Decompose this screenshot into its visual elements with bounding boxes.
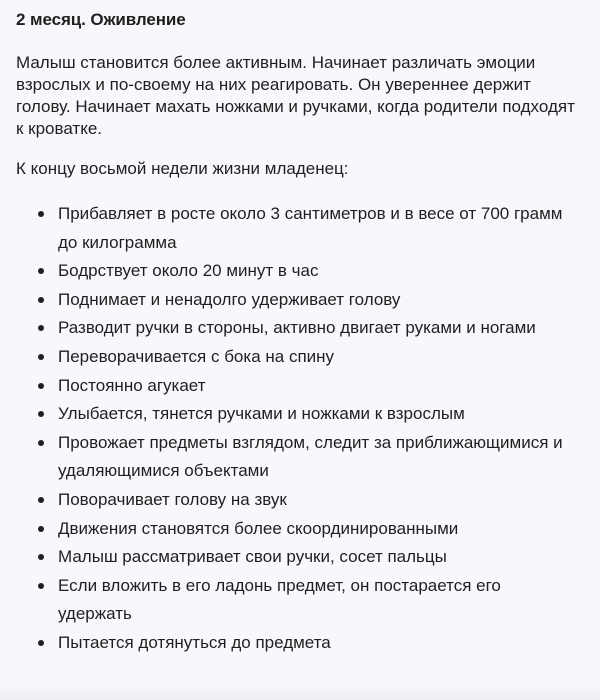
bullet-icon — [38, 640, 44, 646]
list-item — [58, 515, 584, 544]
list-item-text: Провожает предметы взглядом, следит за приближающимися и удаляющимися объектами — [58, 432, 563, 481]
intro-paragraph: Малыш становится более активным. Начинает различать эмоции взрослых и по-своему на них реагировать. Он увереннее держит голову. Начинает махать ножками и ручками, когда родители подходят к кроватке. — [16, 53, 575, 138]
list-item-text: Если вложить в его ладонь предмет, он постарается его удержать — [58, 575, 501, 624]
list-item — [58, 429, 584, 486]
list-item-text: Переворачивается с бока на спину — [58, 346, 335, 366]
list-lead-text: К концу восьмой недели жизни младенец: — [16, 159, 349, 178]
list-item — [58, 286, 584, 315]
list-item — [58, 629, 584, 658]
list-item-text: Малыш рассматривает свои ручки, сосет пальцы — [58, 547, 447, 567]
list-item — [58, 343, 584, 372]
bullet-icon — [38, 268, 44, 274]
bullet-icon — [38, 383, 44, 389]
bullet-icon — [38, 497, 44, 503]
list-item-text: Пытается дотянуться до предмета — [58, 632, 331, 652]
list-item-text: Постоянно агукает — [58, 375, 206, 395]
bullet-icon — [38, 354, 44, 360]
list-item-text: Прибавляет в росте около 3 сантиметров и в весе от 700 грамм до килограмма — [58, 204, 563, 252]
list-item — [58, 572, 584, 629]
list-item — [58, 200, 584, 257]
list-item — [58, 543, 584, 572]
article-title: 2 месяц. Оживление — [16, 10, 186, 29]
list-item-text: Поворачивает голову на звук — [58, 489, 287, 509]
list-item — [58, 257, 584, 286]
list-item — [58, 314, 584, 343]
list-item-text: Улыбается, тянется ручками и ножками к взрослым — [58, 404, 465, 424]
bottom-fade — [0, 686, 600, 700]
bullet-icon — [38, 297, 44, 303]
bullet-icon — [38, 583, 44, 589]
list-item — [58, 400, 584, 429]
list-item — [58, 486, 584, 515]
list-item — [58, 372, 584, 401]
bullet-icon — [38, 440, 44, 446]
bullet-icon — [38, 411, 44, 417]
bullet-icon — [38, 554, 44, 560]
list-item-text: Поднимает и ненадолго удерживает голову — [58, 289, 401, 309]
list-item-text: Движения становятся более скоординированными — [58, 518, 459, 538]
bullet-icon — [38, 325, 44, 331]
list-item-text: Бодрствует около 20 минут в час — [58, 261, 319, 281]
bullet-icon — [38, 526, 44, 532]
milestones-list — [16, 200, 584, 658]
list-item-text: Разводит ручки в стороны, активно двигает руками и ногами — [58, 318, 536, 338]
bullet-icon — [38, 211, 44, 217]
